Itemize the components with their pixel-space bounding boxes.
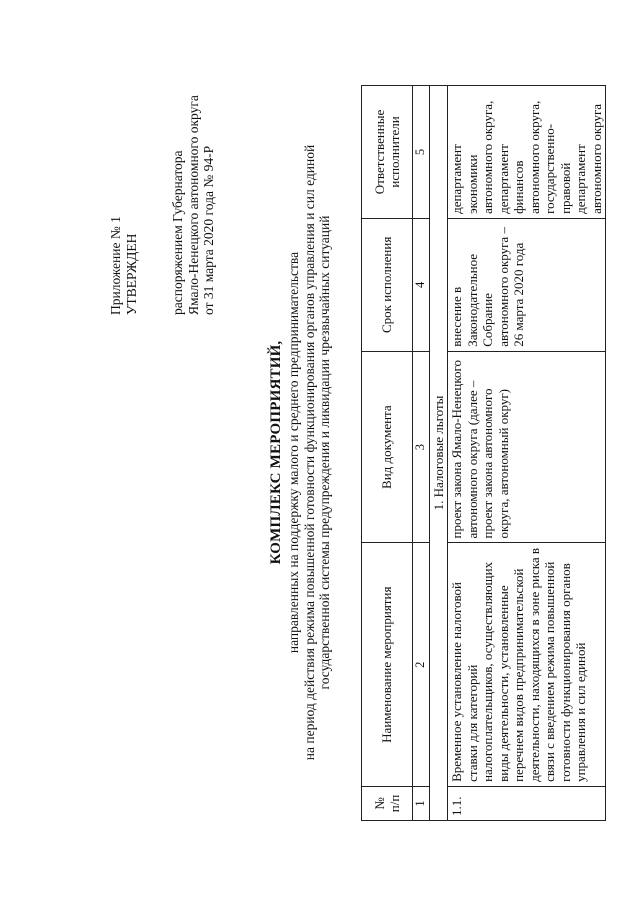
subtitle-line-3: государственной системы предупреждения и ликвидации чрезвычайных ситуаций — [317, 215, 332, 690]
measures-table — [361, 85, 606, 821]
header-number: № п/п — [362, 786, 413, 820]
row-number: 1.1. — [448, 786, 606, 820]
header-responsible: Ответственные исполнители — [362, 86, 413, 219]
column-number: 3 — [413, 351, 430, 543]
section-row — [429, 86, 448, 821]
appendix-label: Приложение № 1 — [108, 216, 123, 315]
subtitle-line-2: на период действия режима повышенной готовности функционирования органов управления и сил единой — [301, 144, 317, 761]
approved-label: УТВЕРЖДЕН — [123, 233, 139, 315]
authority-label: Ямало-Ненецкого автономного округа — [185, 95, 201, 315]
subtitle-line-1: направленных на поддержку малого и среднего предпринимательства — [286, 251, 301, 654]
document-subtitle — [286, 0, 333, 905]
responsible: департамент экономики автономного округа, департамент финансов автономного округа, государственно-правовой департамент автономного округа — [448, 86, 606, 219]
column-number: 5 — [413, 86, 430, 219]
approval-block — [108, 95, 217, 315]
table-row — [448, 86, 606, 821]
section-title: 1. Налоговые льготы — [429, 86, 448, 821]
order-date: от 31 марта 2020 года № 94-Р — [201, 145, 216, 315]
header-document-type: Вид документа — [362, 351, 413, 543]
header-measure-name: Наименование мероприятия — [362, 543, 413, 786]
column-number: 4 — [413, 218, 430, 351]
measure-name: Временное установление налоговой ставки для категорий налогоплательщиков, осуществляющих виды деятельности, установленные перечнем видов предпринимательской деятельности, находящихся в зоне риска в связи с введением режима повышенной готовности функционирования органов управления и сил единой — [448, 543, 606, 786]
deadline: внесение в Законодательное Собрание автономного округа – 26 марта 2020 года — [448, 218, 606, 351]
order-label: распоряжением Губернатора — [170, 150, 185, 315]
column-numbers-row — [413, 86, 430, 821]
header-deadline: Срок исполнения — [362, 218, 413, 351]
table-header-row — [362, 86, 413, 821]
column-number: 2 — [413, 543, 430, 786]
column-number: 1 — [413, 786, 430, 820]
document-title: КОМПЛЕКС МЕРОПРИЯТИЙ, — [268, 340, 284, 565]
document-type: проект закона Ямало-Ненецкого автономного округа (далее – проект закона автономного округа, автономный округ) — [448, 351, 606, 543]
